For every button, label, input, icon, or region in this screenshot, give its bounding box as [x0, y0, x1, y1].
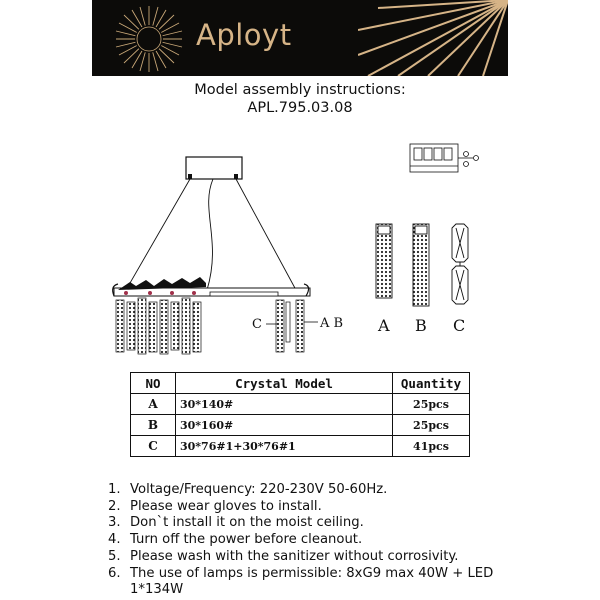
col-crystal-model: Crystal Model: [176, 373, 393, 394]
label-c-left: C: [252, 317, 262, 332]
table-row: [131, 394, 470, 415]
row-no: C: [131, 436, 176, 457]
col-no: NO: [131, 373, 176, 394]
label-ab-right: A B: [320, 316, 344, 331]
brand-name: Aployt: [196, 18, 292, 52]
row-qty: 25pcs: [393, 394, 470, 415]
list-item: 1. Voltage/Frequency: 220-230V 50-60Hz.: [108, 482, 388, 497]
row-model: 30*140#: [176, 394, 393, 415]
crystal-part-b: [413, 224, 429, 306]
table-row: [131, 415, 470, 436]
crystal-part-a: [376, 224, 392, 298]
row-no: A: [131, 394, 176, 415]
heading-title: Model assembly instructions:: [194, 82, 406, 98]
row-qty: 25pcs: [393, 415, 470, 436]
crystal-table: [130, 372, 470, 457]
row-model: 30*160#: [176, 415, 393, 436]
col-quantity: Quantity: [393, 373, 470, 394]
list-item: 6. The use of lamps is permissible: 8xG9 max 40W + LED 1*134W: [108, 565, 494, 598]
list-item: 3. Don`t install it on the moist ceiling.: [108, 515, 364, 531]
table-row: [131, 436, 470, 457]
label-part-c: C: [453, 316, 466, 335]
row-model: 30*76#1+30*76#1: [176, 436, 393, 457]
list-item: 2. Please wear gloves to install.: [108, 498, 322, 514]
ceiling-canopy: [186, 157, 242, 179]
row-no: B: [131, 415, 176, 436]
list-item: 4. Turn off the power before cleanout.: [108, 532, 363, 548]
instructions-heading: [0, 81, 600, 117]
label-part-b: B: [415, 316, 427, 335]
suspension-cables: [126, 179, 296, 290]
row-qty: 41pcs: [393, 436, 470, 457]
table-header-row: [131, 373, 470, 394]
sunburst-logo-icon: [114, 4, 184, 74]
crystal-part-c: [452, 224, 468, 304]
model-number: APL.795.03.08: [247, 100, 353, 116]
brand-banner: [92, 0, 508, 76]
terminal-block-diagram: [410, 144, 479, 172]
hanging-crystals: [116, 298, 304, 354]
label-part-a: A: [378, 316, 390, 335]
lamp-frame: [113, 277, 310, 296]
list-item: 5. Please wash with the sanitizer without corrosivity.: [108, 548, 459, 564]
decorative-rays-icon: [358, 0, 508, 76]
safety-notes-list: [108, 482, 528, 599]
assembly-drawing: [0, 130, 600, 370]
